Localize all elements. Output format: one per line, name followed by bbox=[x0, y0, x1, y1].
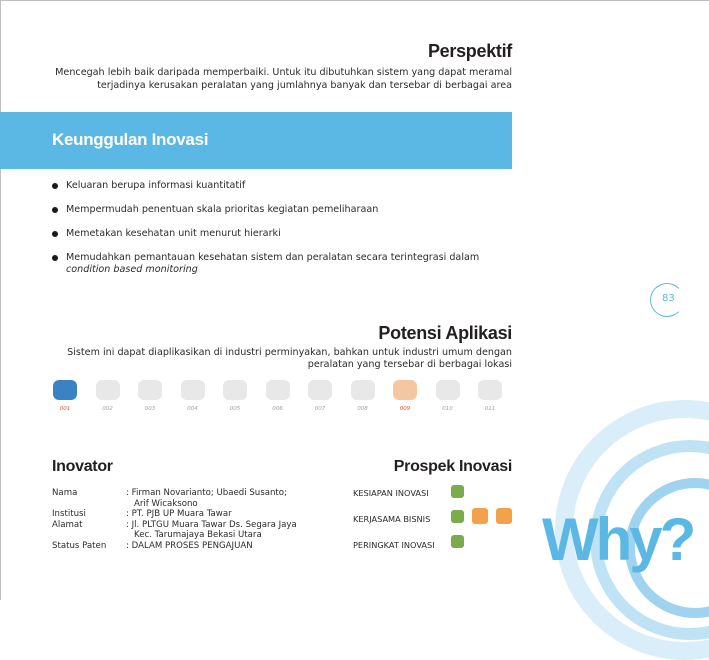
application-item bbox=[263, 380, 293, 412]
table-row bbox=[52, 541, 314, 552]
application-item bbox=[178, 380, 208, 412]
table-row bbox=[52, 499, 314, 510]
application-number: 003 bbox=[144, 406, 156, 412]
money-bag-icon bbox=[451, 510, 464, 523]
factory-icon bbox=[138, 380, 162, 400]
page-frame-top bbox=[0, 0, 709, 1]
application-item bbox=[348, 380, 378, 412]
application-number: 007 bbox=[314, 406, 326, 412]
prospek-kerjasama-label: KERJASAMA BISNIS bbox=[353, 514, 431, 524]
inovator-label: Status Paten bbox=[52, 540, 107, 551]
hand-icon bbox=[351, 380, 375, 400]
list-item: Memudahkan pemantauan kesehatan sistem dan peralatan secara terintegrasi dalam condition based monitoring bbox=[52, 252, 522, 276]
bullet-icon bbox=[52, 255, 58, 261]
inovator-table bbox=[52, 488, 314, 551]
pipeline-icon bbox=[478, 380, 502, 400]
money-bag-icon bbox=[496, 508, 512, 524]
potensi-title: Potensi Aplikasi bbox=[378, 323, 512, 343]
application-number: 008 bbox=[357, 406, 368, 412]
potensi-text: Sistem ini dapat diaplikasikan di industri perminyakan, bahkan untuk industri umum dengan peralatan yang tersebar di berbagai lokasi bbox=[67, 347, 512, 370]
application-item bbox=[433, 380, 463, 412]
application-number: 004 bbox=[187, 406, 198, 412]
application-number: 001 bbox=[59, 406, 71, 412]
application-item bbox=[475, 380, 505, 412]
inovator-value: : Firman Novarianto; Ubaedi Susanto; bbox=[126, 488, 287, 498]
inovator-label: Nama bbox=[52, 488, 78, 498]
perspektif-text: Mencegah lebih baik daripada memperbaiki. Untuk itu dibutuhkan sistem yang dapat meramal terjadinya kerusakan peralatan yang jumlahnya banyak dan tersebar di berbagai area bbox=[55, 67, 512, 91]
perspektif-title: Perspektif bbox=[427, 41, 512, 61]
application-number: 002 bbox=[102, 406, 113, 412]
list-item: Memetakan kesehatan unit menurut hierarki bbox=[52, 228, 522, 240]
keunggulan-list bbox=[52, 180, 522, 288]
application-item bbox=[220, 380, 250, 412]
page-frame-left bbox=[0, 0, 1, 600]
inovator-value: : DALAM PROSES PENGAJUAN bbox=[126, 540, 253, 551]
analysis-icon bbox=[393, 380, 417, 400]
application-number: 011 bbox=[484, 406, 496, 412]
table-row bbox=[52, 509, 314, 520]
inovator-label bbox=[52, 499, 126, 510]
inovator-value: Kec. Tarumajaya Bekasi Utara bbox=[134, 530, 262, 540]
table-row bbox=[52, 520, 314, 531]
inovator-value: : PT. PJB UP Muara Tawar bbox=[126, 509, 232, 519]
why-logo: Why? bbox=[542, 506, 694, 573]
table-row bbox=[52, 530, 314, 541]
application-number: 006 bbox=[272, 406, 283, 412]
application-icons bbox=[50, 380, 520, 420]
inovator-value: Arif Wicaksono bbox=[134, 498, 198, 509]
application-item bbox=[390, 380, 420, 412]
application-item bbox=[50, 380, 80, 412]
plant-icon bbox=[223, 380, 247, 400]
inovator-title: Inovator bbox=[52, 458, 113, 475]
application-number: 005 bbox=[229, 406, 241, 412]
inovator-label: Institusi bbox=[52, 509, 86, 519]
list-item: Mempermudah penentuan skala prioritas kegiatan pemeliharaan bbox=[52, 204, 522, 216]
application-number: 010 bbox=[442, 406, 453, 412]
application-number: 009 bbox=[399, 406, 411, 412]
inovator-value: : Jl. PLTGU Muara Tawar Ds. Segara Jaya bbox=[126, 519, 297, 530]
bullet-icon bbox=[52, 207, 58, 213]
bullet-icon bbox=[52, 183, 58, 189]
prospek-kesiapan-label: KESIAPAN INOVASI bbox=[353, 488, 429, 498]
page-number: 83 bbox=[662, 293, 675, 304]
inovator-label: Alamat bbox=[52, 519, 83, 530]
cloud-icon bbox=[436, 380, 460, 400]
gear-icon bbox=[451, 485, 464, 498]
money-bag-icon bbox=[472, 508, 488, 524]
satellite-icon bbox=[181, 380, 205, 400]
list-item: Keluaran berupa informasi kuantitatif bbox=[52, 180, 522, 192]
keunggulan-title: Keunggulan Inovasi bbox=[52, 130, 209, 149]
tools-icon bbox=[266, 380, 290, 400]
table-row bbox=[52, 488, 314, 499]
application-item bbox=[135, 380, 165, 412]
inovator-label bbox=[52, 530, 126, 541]
application-item bbox=[305, 380, 335, 412]
application-item bbox=[93, 380, 123, 412]
oil-industry-icon bbox=[53, 380, 77, 400]
prospek-title: Prospek Inovasi bbox=[393, 458, 512, 475]
gears-icon bbox=[96, 380, 120, 400]
prospek-peringkat-label: PERINGKAT INOVASI bbox=[353, 540, 435, 550]
check-badge-icon bbox=[451, 535, 464, 548]
truck-icon bbox=[308, 380, 332, 400]
bullet-icon bbox=[52, 231, 58, 237]
